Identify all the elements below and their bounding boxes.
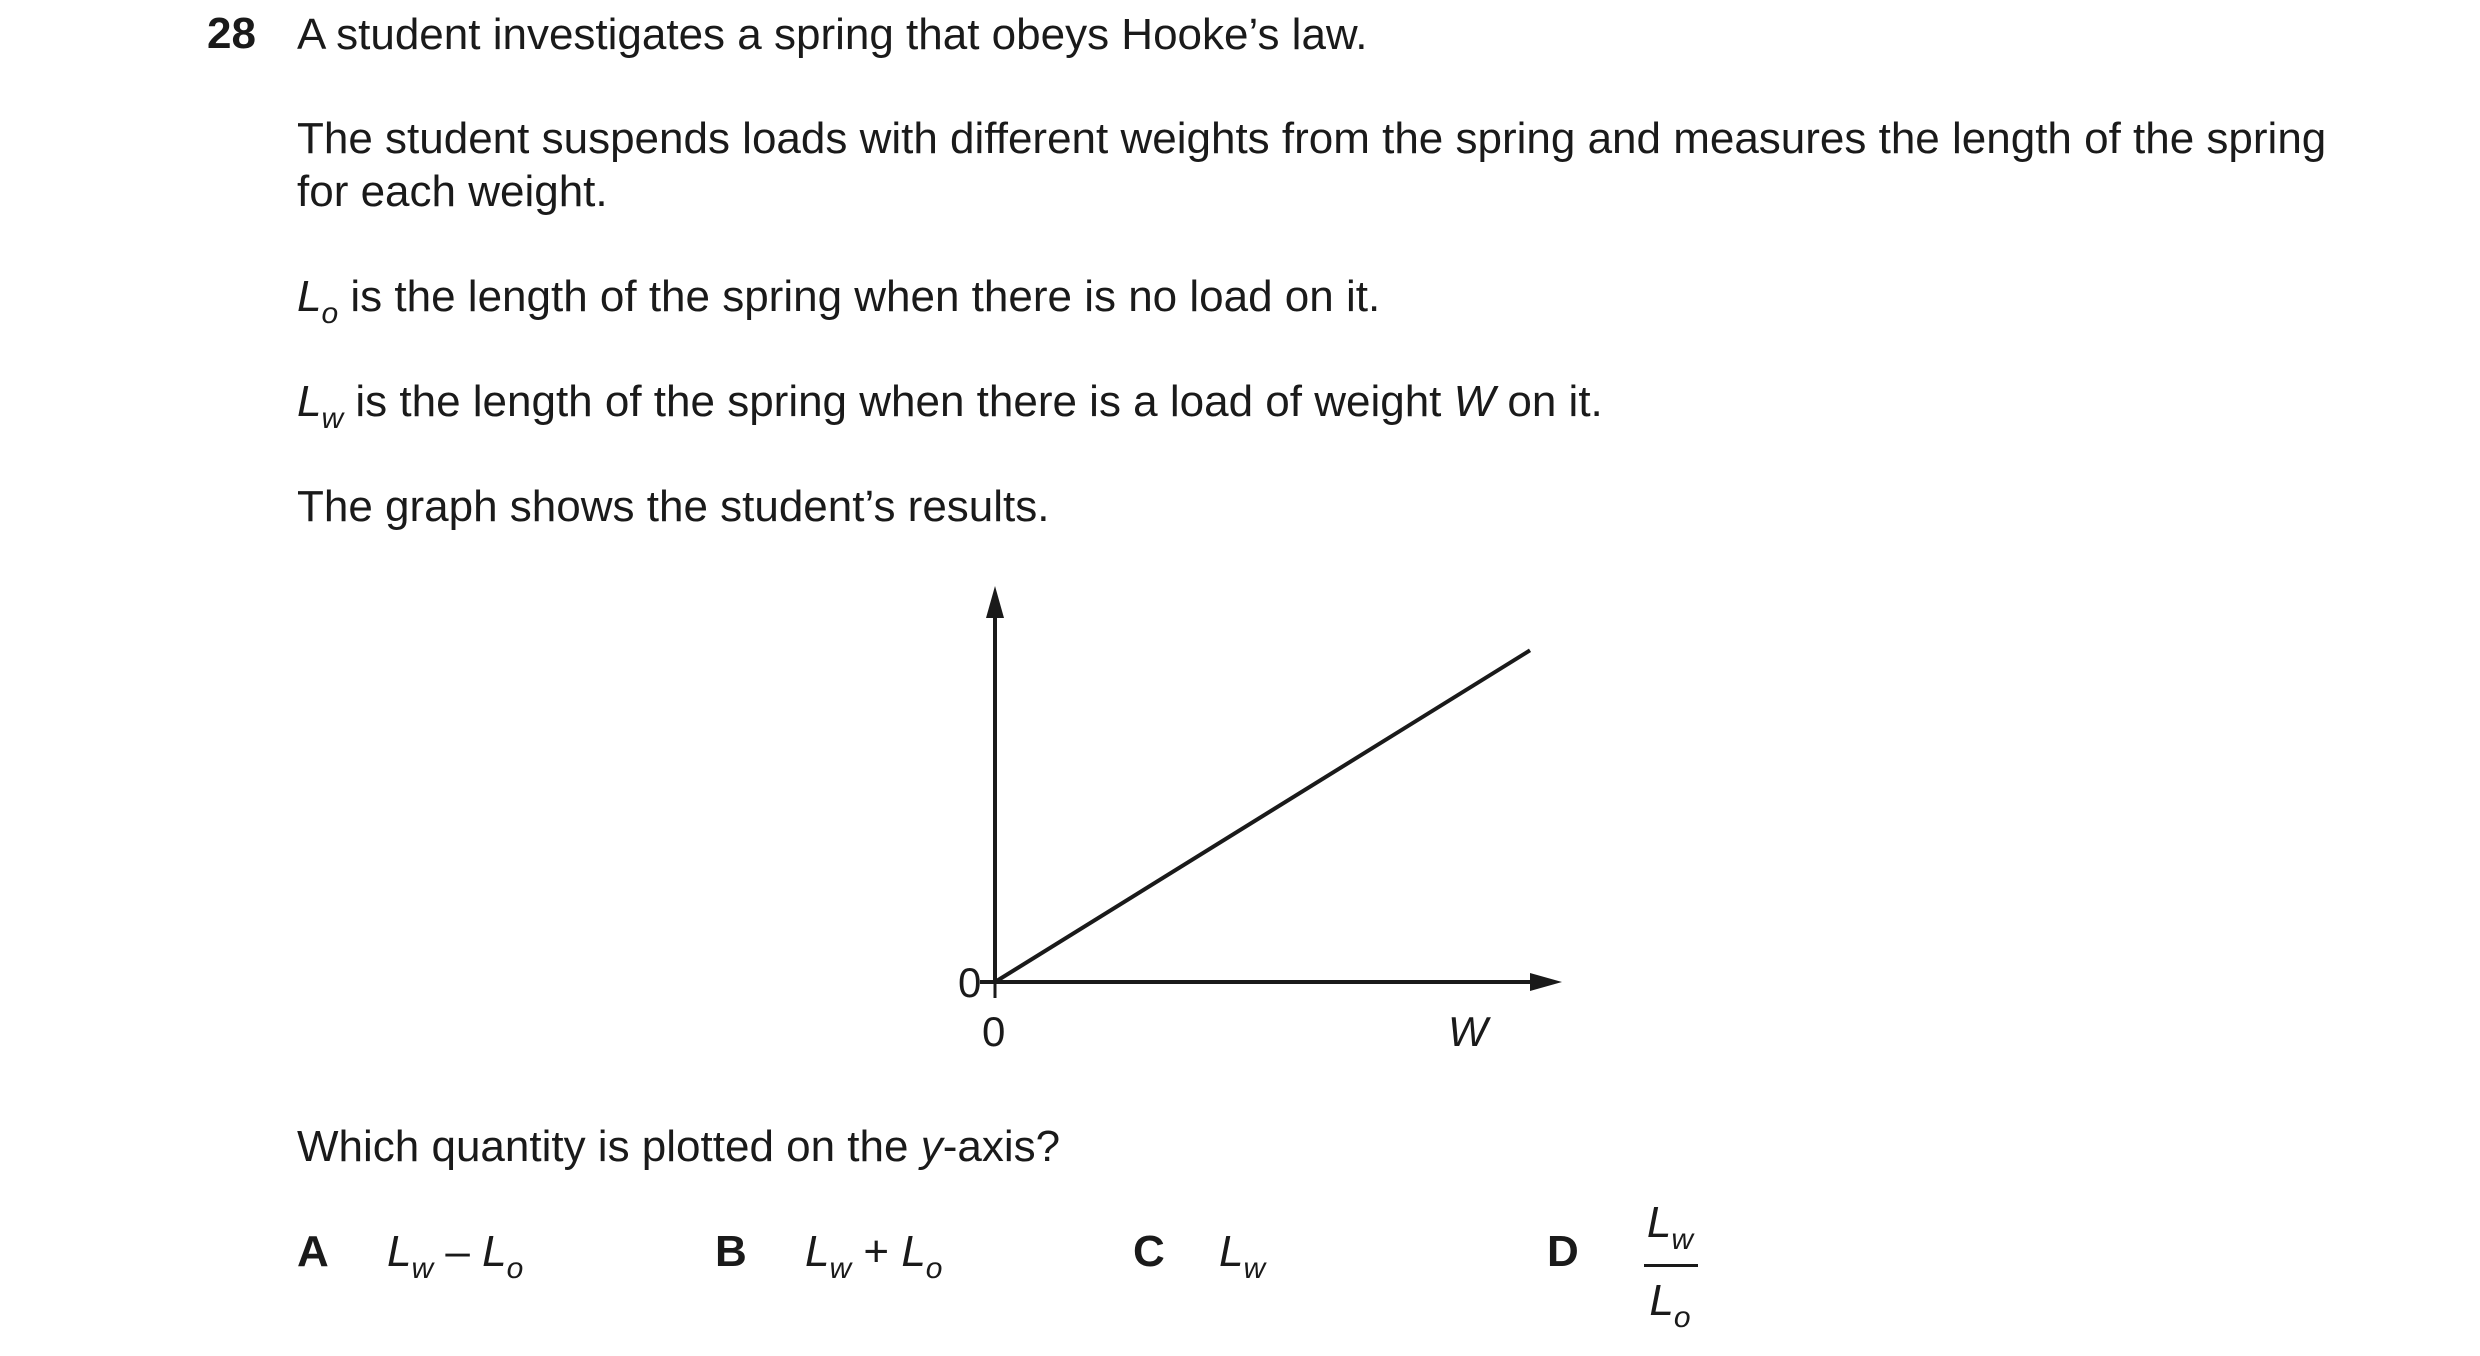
option-b-expression xyxy=(805,1225,942,1283)
option-d-numerator xyxy=(1640,1198,1700,1256)
option-c-sub: w xyxy=(1243,1252,1266,1285)
option-c-term: L xyxy=(1219,1227,1244,1276)
x-axis-label: W xyxy=(1448,1008,1488,1055)
option-b-letter: B xyxy=(715,1227,747,1276)
prompt-text: Which quantity is plotted on the xyxy=(297,1122,921,1171)
option-c-letter: C xyxy=(1133,1227,1165,1276)
x-axis-arrow xyxy=(1530,973,1562,991)
prompt-text-end: -axis? xyxy=(942,1122,1061,1171)
lw-symbol: L xyxy=(297,377,322,426)
option-d-den-term: L xyxy=(1649,1276,1674,1325)
data-line xyxy=(995,650,1530,982)
option-d-fraction-bar xyxy=(1644,1264,1698,1267)
option-a-letter: A xyxy=(297,1227,329,1276)
graph-intro: The graph shows the student’s results. xyxy=(297,482,1050,531)
option-c-expression xyxy=(1219,1225,1265,1283)
question-paragraph-method: The student suspends loads with different weights from the spring and measures the length of the spring for each weight. xyxy=(297,114,2327,216)
option-a-expression xyxy=(387,1225,523,1283)
option-b-term-2: L xyxy=(901,1227,926,1276)
question-number: 28 xyxy=(207,9,256,58)
option-d-denominator xyxy=(1640,1276,1700,1334)
option-a-operator: – xyxy=(433,1227,483,1276)
option-b-sub-2: o xyxy=(925,1252,943,1285)
option-a-sub-2: o xyxy=(506,1252,524,1285)
option-b-sub-1: w xyxy=(829,1252,852,1285)
lo-definition-text: is the length of the spring when there is no load on it. xyxy=(338,272,1381,321)
option-a-term-2: L xyxy=(482,1227,507,1276)
y-origin-label: 0 xyxy=(958,959,982,1006)
option-d-num-term: L xyxy=(1646,1198,1672,1247)
option-a-term-1: L xyxy=(387,1227,412,1276)
option-d-letter: D xyxy=(1547,1227,1579,1276)
lo-definition xyxy=(297,270,2347,328)
y-axis-arrow xyxy=(986,586,1004,618)
prompt-y-symbol: y xyxy=(920,1122,943,1171)
question-prompt xyxy=(297,1120,2347,1173)
weight-symbol: W xyxy=(1453,377,1496,426)
option-d-den-sub: o xyxy=(1673,1301,1691,1334)
lo-symbol: L xyxy=(297,272,322,321)
option-b-term-1: L xyxy=(805,1227,830,1276)
x-origin-label: 0 xyxy=(982,1008,1006,1055)
option-a-sub-1: w xyxy=(411,1252,434,1285)
lw-definition xyxy=(297,375,2347,433)
results-graph xyxy=(900,570,1600,1090)
question-intro: A student investigates a spring that obeys Hooke’s law. xyxy=(297,10,1368,59)
lw-definition-text: is the length of the spring when there is a load of weight xyxy=(343,377,1454,426)
lw-subscript: w xyxy=(321,402,344,435)
lw-definition-end: on it. xyxy=(1495,377,1603,426)
option-d-num-sub: w xyxy=(1671,1223,1694,1256)
lo-subscript: o xyxy=(321,297,339,330)
option-b-operator: + xyxy=(851,1227,902,1276)
